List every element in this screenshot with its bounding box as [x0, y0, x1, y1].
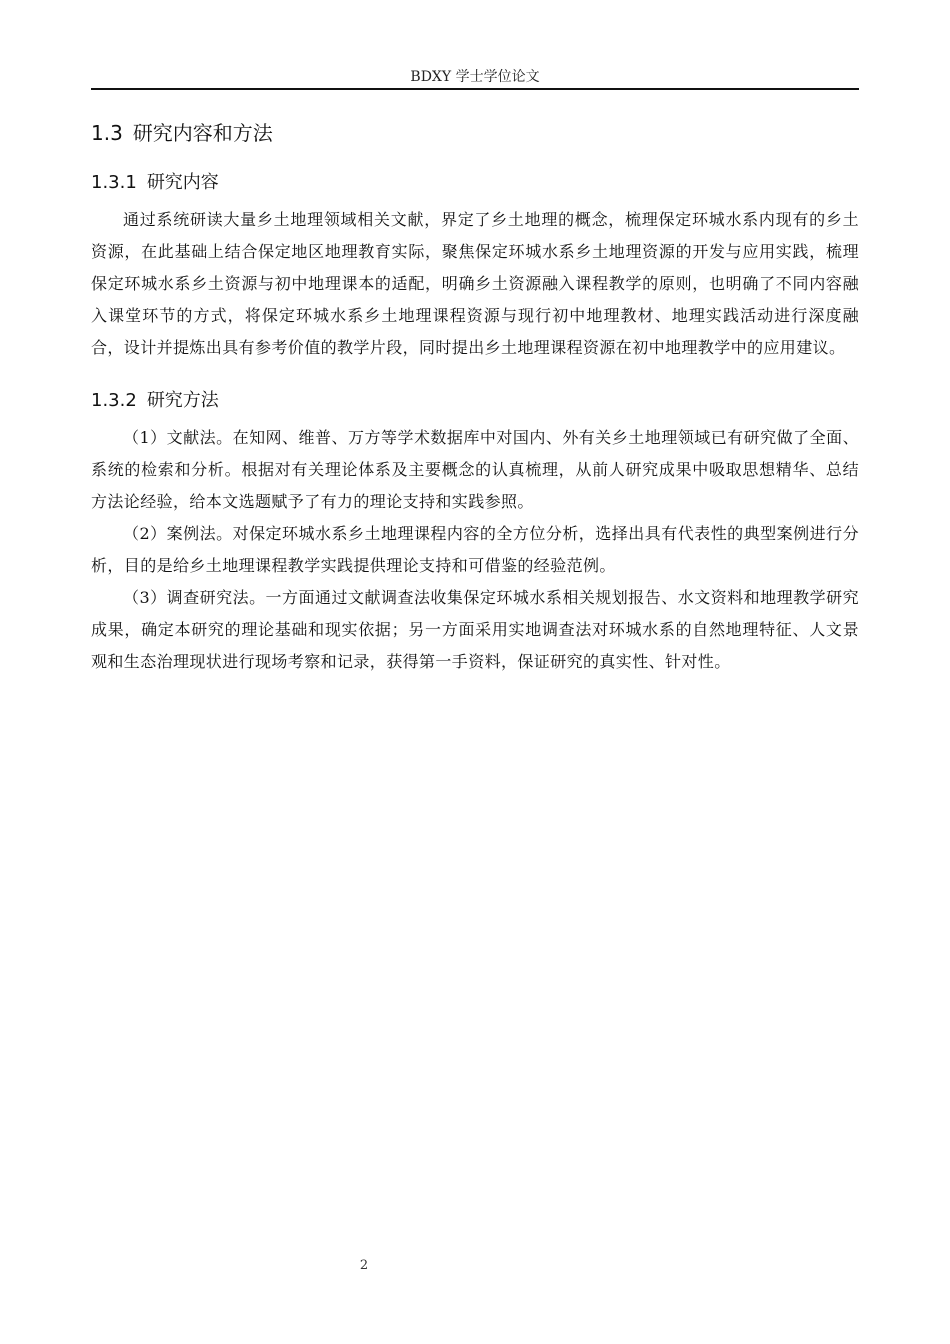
subsection-title: 研究内容 — [146, 172, 219, 193]
subsection-heading-research-content — [91, 170, 859, 196]
subsection-heading-research-methods — [91, 388, 859, 414]
subsection-number: 1.3.1 — [91, 172, 137, 193]
body-paragraph: 通过系统研读大量乡土地理领域相关文献，界定了乡土地理的概念，梳理保定环城水系内现有的乡土资源，在此基础上结合保定地区地理教育实际，聚焦保定环城水系乡土地理资源的开发与应用实践，梳理保定环城水系乡土资源与初中地理课本的适配，明确乡土资源融入课程教学的原则，也明确了不同内容融入课堂环节的方式，将保定环城水系乡土地理课程资源与现行初中地理教材、地理实践活动进行深度融合，设计并提炼出具有参考价值的教学片段，同时提出乡土地理课程资源在初中地理教学中的应用建议。 — [91, 210, 859, 357]
research-content-body — [91, 204, 859, 364]
page-number: 2 — [359, 1258, 369, 1273]
section-heading — [91, 118, 859, 148]
method-paragraph-case-study: （2）案例法。对保定环城水系乡土地理课程内容的全方位分析，选择出具有代表性的典型案例进行分析，目的是给乡土地理课程教学实践提供理论支持和可借鉴的经验范例。 — [91, 524, 859, 575]
subsection-title: 研究方法 — [146, 390, 219, 411]
method-paragraph-literature: （1）文献法。在知网、维普、万方等学术数据库中对国内、外有关乡土地理领域已有研究做了全面、系统的检索和分析。根据对有关理论体系及主要概念的认真梳理，从前人研究成果中吸取思想精华、总结方法论经验，给本文选题赋予了有力的理论支持和实践参照。 — [91, 428, 859, 511]
header-divider — [91, 88, 859, 90]
method-paragraph-survey: （3）调查研究法。一方面通过文献调查法收集保定环城水系相关规划报告、水文资料和地理教学研究成果，确定本研究的理论基础和现实依据；另一方面采用实地调查法对环城水系的自然地理特征、人文景观和生态治理现状进行现场考察和记录，获得第一手资料，保证研究的真实性、针对性。 — [91, 588, 859, 671]
document-content — [91, 116, 859, 678]
section-number: 1.3 — [91, 121, 123, 145]
running-header: BDXY 学士学位论文 — [410, 69, 540, 85]
research-methods-body — [91, 422, 859, 678]
section-title: 研究内容和方法 — [132, 121, 273, 145]
subsection-number: 1.3.2 — [91, 390, 137, 411]
